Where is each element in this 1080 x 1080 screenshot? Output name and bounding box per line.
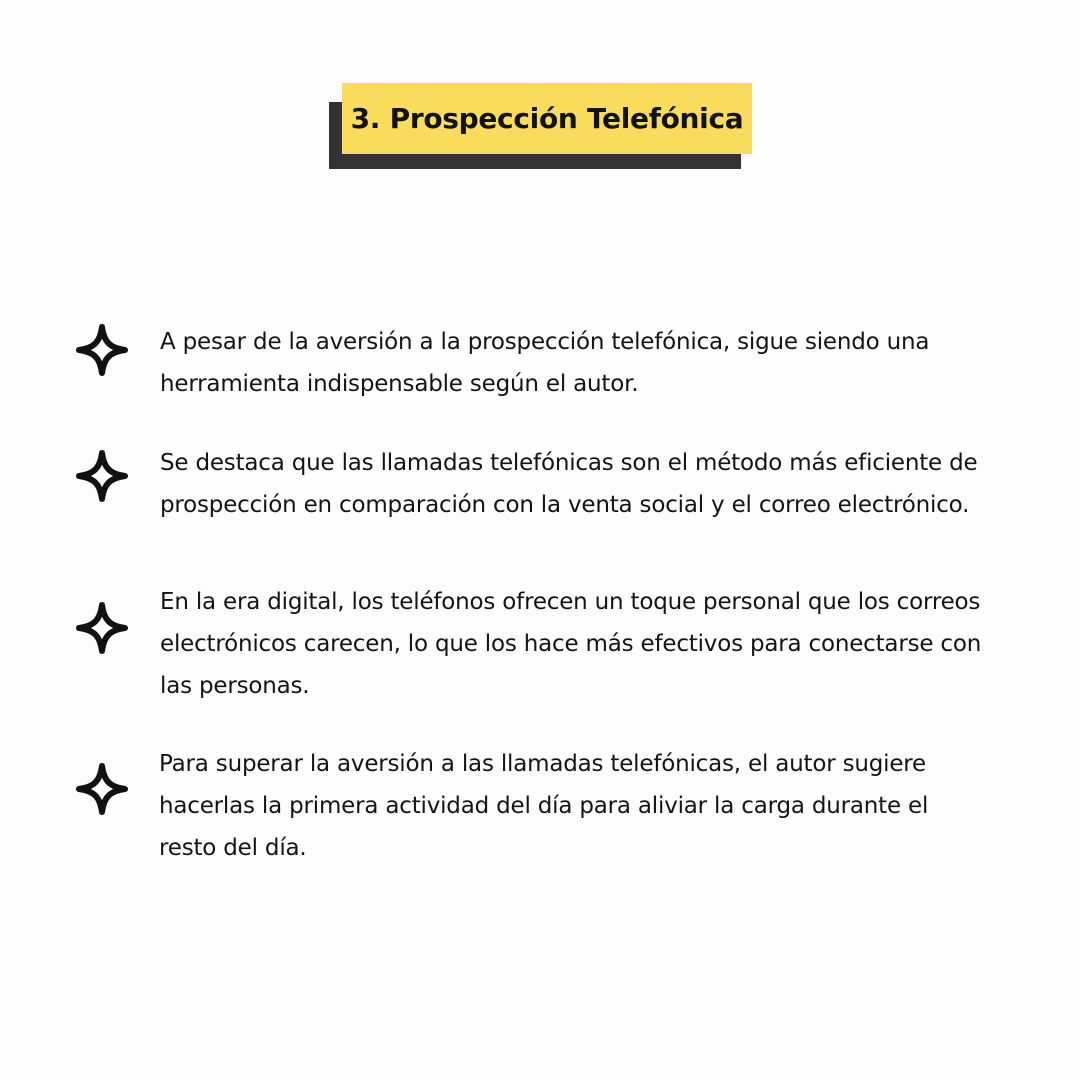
title-badge	[329, 83, 752, 169]
sparkle-icon	[74, 322, 130, 378]
bullet-text: Se destaca que las llamadas telefónicas son el método más eficiente de prospección en comparación con la venta social y el correo electrónico.	[160, 450, 978, 518]
page-title: 3. Prospección Telefónica	[350, 102, 744, 135]
bullet-text: Para superar la aversión a las llamadas telefónicas, el autor sugiere hacerlas la primera actividad del día para aliviar la carga durante el resto del día.	[159, 751, 929, 861]
bullet-text: A pesar de la aversión a la prospección telefónica, sigue siendo una herramienta indispensable según el autor.	[160, 329, 930, 397]
title-box	[342, 83, 752, 154]
sparkle-icon	[74, 448, 130, 504]
sparkle-icon	[74, 600, 130, 656]
sparkle-icon	[74, 761, 130, 817]
bullet-text: En la era digital, los teléfonos ofrecen un toque personal que los correos electrónicos carecen, lo que los hace más efectivos para conectarse con las personas.	[160, 589, 982, 699]
